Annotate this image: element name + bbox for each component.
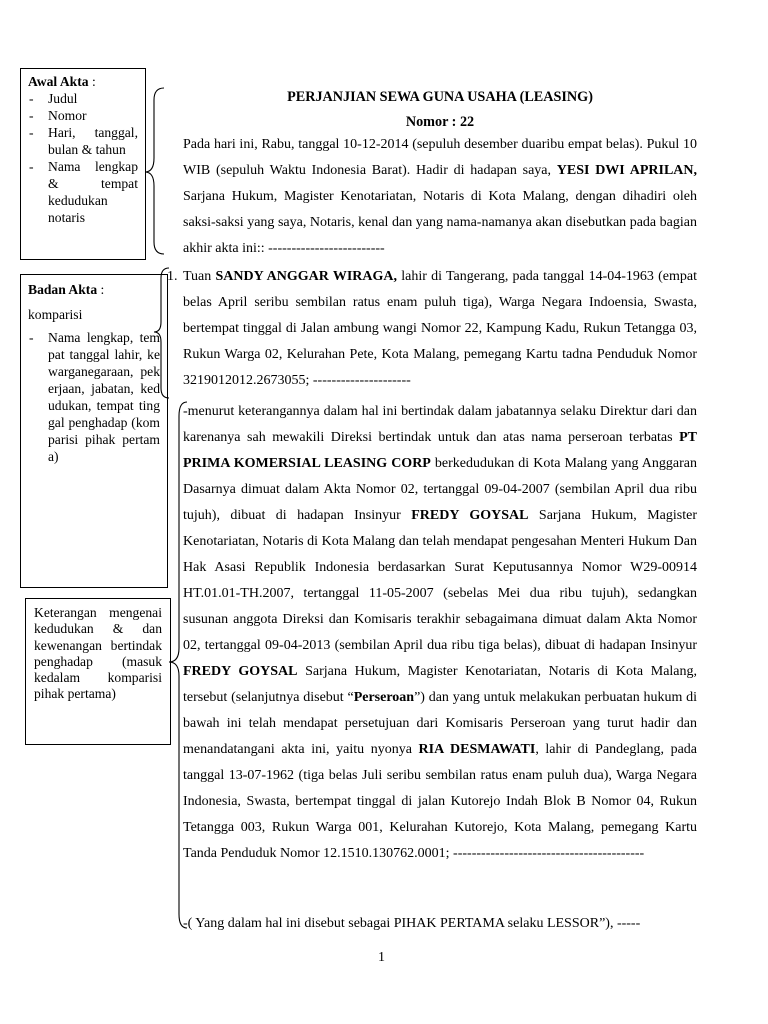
badan-akta-list xyxy=(28,329,160,465)
party-name: SANDY ANGGAR WIRAGA, xyxy=(215,269,398,284)
notary-name: YESI DWI APRILAN, xyxy=(556,163,698,178)
keterangan-text: Keterangan mengenai kedudukan & dan kewenangan bertindak penghadap (masuk kedalam komparisi pihak pertama) xyxy=(34,605,162,702)
document-header xyxy=(183,87,697,132)
badan-akta-sub: komparisi xyxy=(28,307,83,322)
list-item: - Judul xyxy=(28,90,138,107)
list-item: - Nomor xyxy=(28,107,138,124)
notary-fredy: FREDY GOYSAL xyxy=(411,508,529,523)
opening-paragraph: Pada hari ini, Rabu, tanggal 10-12-2014 (sepuluh desember duaribu empat belas). Pukul 10 WIB (sepuluh Waktu Indonesia Barat). Hadir di hadapan saya, YESI DWI APRILAN, Sarjana Hukum, Magister Kenotariatan, Notaris di Kota Malang, dengan dihadiri oleh saksi-saksi yang saya, Notaris, kenal dan yang nama-namanya akan disebutkan pada bagian akhir akta ini:: ------------------------- xyxy=(183,137,698,256)
awal-akta-heading: Awal Akta : xyxy=(28,74,96,89)
document-number: Nomor : 22 xyxy=(405,114,475,130)
list-item: - Nama lengkap, tempat tanggal lahir, kewarganegaraan, pekerjaan, jabatan, kedudukan, tempat tinggal penghadap (komparisi pihak pertama) xyxy=(28,329,160,465)
closing-line: -( Yang dalam hal ini disebut sebagai PIHAK PERTAMA selaku LESSOR”), ----- xyxy=(183,916,641,931)
list-item: - Hari, tanggal, bulan & tahun xyxy=(28,124,138,158)
brace-awal-icon xyxy=(142,86,168,256)
party-number: 1. xyxy=(167,269,178,284)
badan-akta-heading: Badan Akta : xyxy=(28,282,105,297)
notary-fredy: FREDY GOYSAL xyxy=(183,664,298,679)
awal-akta-list xyxy=(28,90,138,226)
document-title: PERJANJIAN SEWA GUNA USAHA (LEASING) xyxy=(287,89,593,105)
commissioner-name: RIA DESMAWATI xyxy=(418,742,536,757)
authority-paragraph: -menurut keterangannya dalam hal ini bertindak dalam jabatannya selaku Direktur dari dan karenanya sah mewakili Direksi bertindak untuk dan atas nama perseroan terbatas PT PRIMA KOMERSIAL LEASING CORP berkedudukan di Kota Malang yang Anggaran Dasarnya dimuat dalam Akta Nomor 02, tertanggal 09-04-2007 (sembilan April dua ribu tujuh), dibuat di hadapan Insinyur FREDY GOYSAL Sarjana Hukum, Magister Kenotariatan, Notaris di Kota Malang dan telah mendapat pengesahan Menteri Hukum Dan Hak Asasi Republik Indonesia berdasarkan Surat Keputusannya Nomor W29-00914 HT.01.01-TH.2007, tertanggal 11-05-2007 (sebelas Mei dua ribu tujuh), sedangkan susunan anggota Direksi dan Komisaris terakhir sebagaimana dimuat dalam Akta Nomor 02, tertanggal 09-04-2013 (sembilan April dua ribu tiga belas), dibuat di hadapan Insinyur FREDY GOYSAL Sarjana Hukum, Magister Kenotariatan, Notaris di Kota Malang, tersebut (selanjutnya disebut “Perseroan”) dan yang untuk melakukan perbuatan hukum di bawah ini telah mendapat persetujuan dari Komisaris Perseroan yang turut hadir dan menandatangani akta ini, yaitu nyonya RIA DESMAWATI, lahir di Pandeglang, pada tanggal 13-07-1962 (tiga belas Juli seribu sembilan ratus enam puluh dua), Warga Negara Indonesia, Swasta, bertempat tinggal di jalan Kutorejo Indah Blok B Nomor 04, Rukun Tetangga 003, Rukun Warga 001, Kelurahan Kutorejo, Kota Malang, pemegang Kartu Tanda Penduduk Nomor 12.1510.130762.0001; ----------------------------------------- xyxy=(183,404,698,861)
company-name: PT PRIMA KOMERSIAL LEASING CORP xyxy=(183,430,697,471)
awal-akta-box xyxy=(20,68,146,260)
keterangan-box xyxy=(25,598,171,745)
page-number: 1 xyxy=(378,950,385,965)
list-item: - Nama lengkap & tempat kedudukan notaris xyxy=(28,158,138,226)
party-one-paragraph: 1. Tuan SANDY ANGGAR WIRAGA, lahir di Tangerang, pada tanggal 14-04-1963 (empat belas April seribu sembilan ratus enam puluh tiga), Warga Negara Indoensia, Swasta, bertempat tinggal di Jalan ambung wangi Nomor 22, Kampung Kadu, Rukun Tetangga 03, Rukun Warga 02, Kelurahan Pete, Kota Malang, pemegang Kartu tadna Penduduk Nomor 3219012012.2673055; --------------------- xyxy=(183,264,697,394)
badan-akta-box xyxy=(20,274,168,588)
perseroan-term: Perseroan xyxy=(353,690,415,705)
